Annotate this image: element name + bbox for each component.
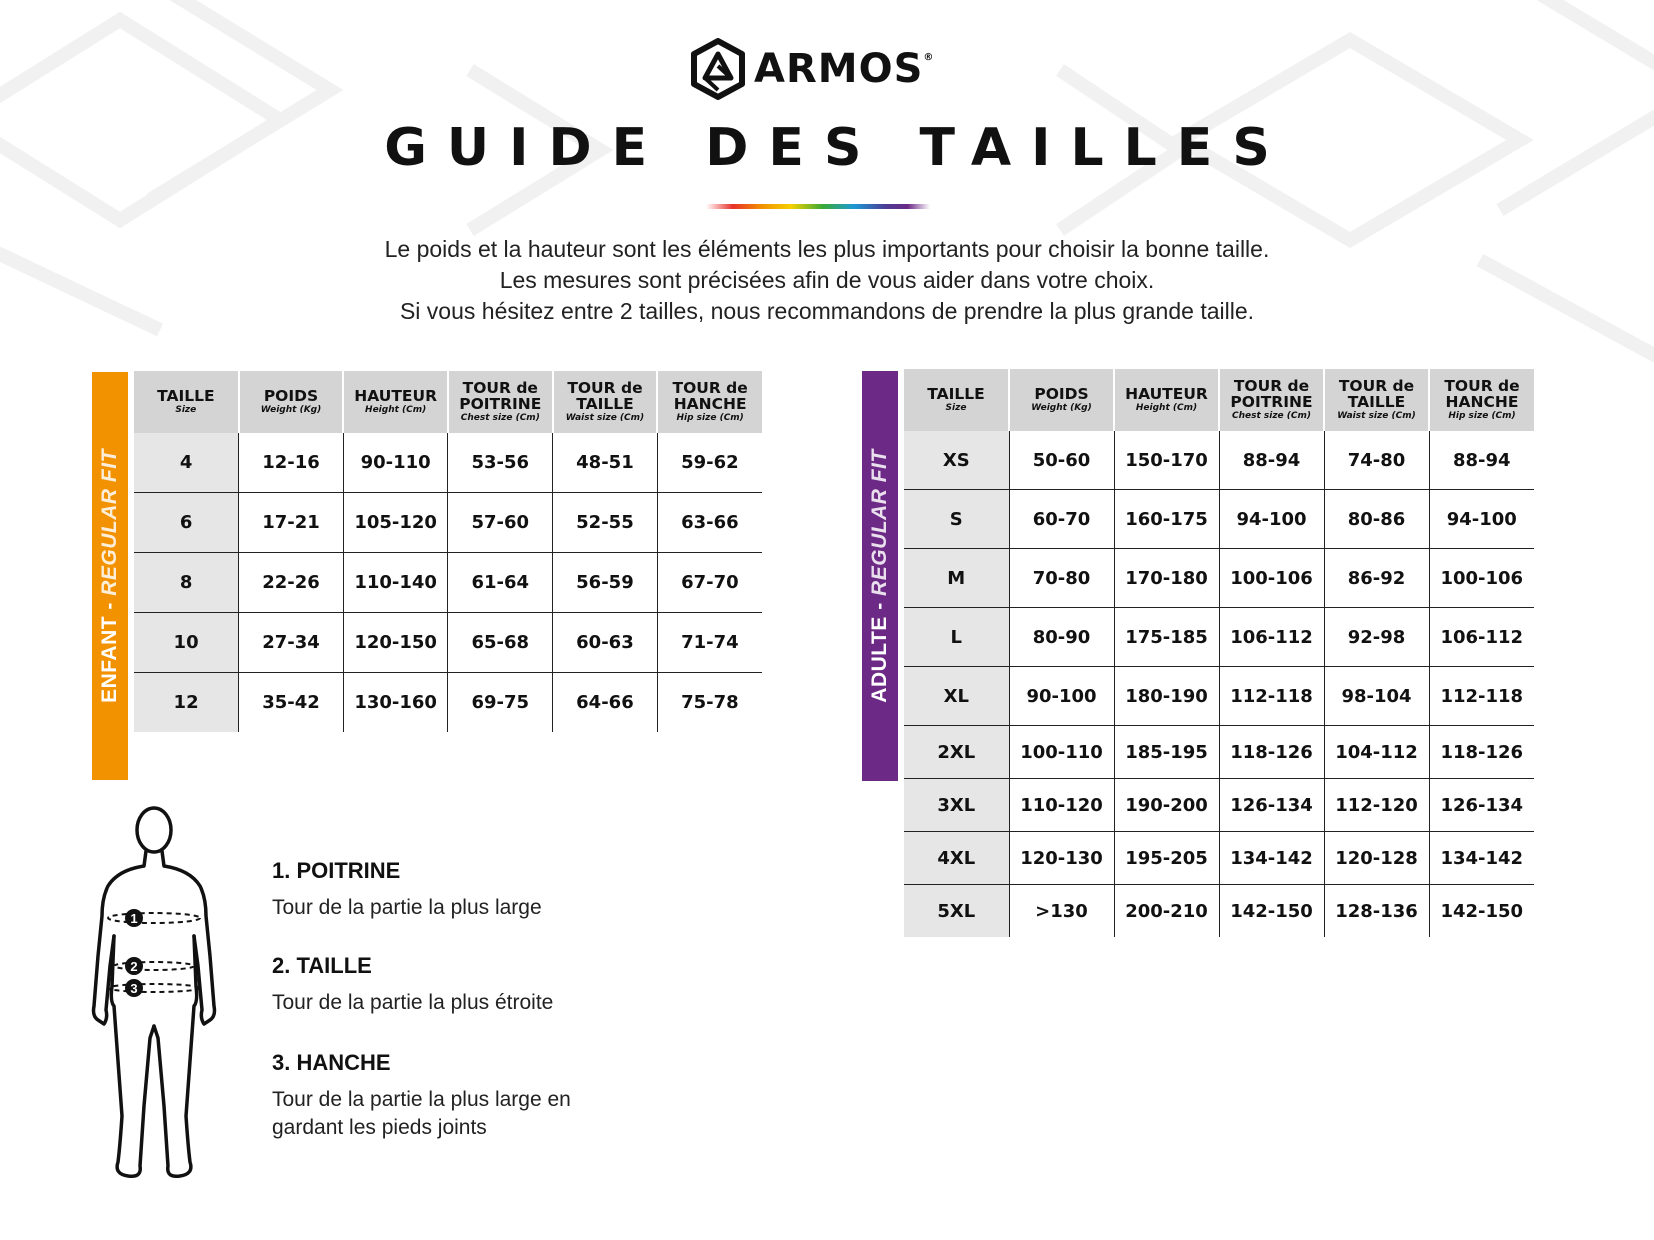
- value-cell: 118-126: [1219, 726, 1324, 779]
- size-cell: 4: [134, 433, 239, 493]
- table-row: [904, 726, 1534, 779]
- value-cell: 200-210: [1114, 885, 1219, 938]
- column-header-subtitle: Waist size (Cm): [565, 413, 645, 423]
- value-cell: 53-56: [448, 433, 553, 493]
- value-cell: 56-59: [553, 553, 658, 613]
- column-header: [448, 371, 553, 433]
- intro-line: Si vous hésitez entre 2 tailles, nous recommandons de prendre la plus grande taille.: [399, 298, 1255, 324]
- column-header-title: POIDS: [1034, 385, 1089, 403]
- value-cell: 48-51: [553, 433, 658, 493]
- value-cell: 190-200: [1114, 779, 1219, 832]
- size-cell: 5XL: [904, 885, 1009, 938]
- intro-text: [0, 234, 1654, 327]
- value-cell: 106-112: [1429, 608, 1534, 667]
- size-cell: 6: [134, 493, 239, 553]
- size-cell: L: [904, 608, 1009, 667]
- column-header: [343, 371, 448, 433]
- value-cell: 180-190: [1114, 667, 1219, 726]
- value-cell: 112-118: [1429, 667, 1534, 726]
- value-cell: 86-92: [1324, 549, 1429, 608]
- adult-section-tab: ADULTE - REGULAR FIT: [862, 371, 898, 781]
- adult-section-label: ADULTE: [868, 616, 891, 703]
- value-cell: 90-110: [343, 433, 448, 493]
- value-cell: 142-150: [1429, 885, 1534, 938]
- column-header-title: TOUR de: [1233, 377, 1310, 395]
- value-cell: 65-68: [448, 613, 553, 673]
- value-cell: 61-64: [448, 553, 553, 613]
- marker-waist: 2: [130, 959, 138, 974]
- value-cell: 170-180: [1114, 549, 1219, 608]
- column-header: [134, 371, 239, 433]
- value-cell: 134-142: [1219, 832, 1324, 885]
- column-header-title: TAILLE: [576, 395, 634, 413]
- value-cell: 175-185: [1114, 608, 1219, 667]
- column-header: [1219, 369, 1324, 431]
- brand-logo: [690, 38, 934, 100]
- column-header-title: TAILLE: [157, 387, 215, 405]
- value-cell: 100-110: [1009, 726, 1114, 779]
- value-cell: 74-80: [1324, 431, 1429, 490]
- value-cell: 195-205: [1114, 832, 1219, 885]
- column-header: [239, 371, 344, 433]
- column-header-subtitle: Size: [945, 403, 967, 413]
- value-cell: 104-112: [1324, 726, 1429, 779]
- intro-line: Les mesures sont précisées afin de vous aider dans votre choix.: [499, 267, 1155, 293]
- column-header-title: HANCHE: [1445, 393, 1519, 411]
- table-row: [134, 433, 762, 493]
- measure-hip: [272, 1050, 632, 1142]
- measure-description: Tour de la partie la plus large: [272, 896, 542, 919]
- column-header-subtitle: Hip size (Cm): [1448, 411, 1516, 421]
- column-header: [1324, 369, 1429, 431]
- rainbow-divider: [706, 204, 930, 209]
- column-header: [904, 369, 1009, 431]
- size-cell: M: [904, 549, 1009, 608]
- value-cell: 75-78: [657, 673, 762, 733]
- value-cell: 126-134: [1429, 779, 1534, 832]
- value-cell: 185-195: [1114, 726, 1219, 779]
- value-cell: 128-136: [1324, 885, 1429, 938]
- value-cell: 70-80: [1009, 549, 1114, 608]
- table-row: [904, 431, 1534, 490]
- value-cell: 150-170: [1114, 431, 1219, 490]
- page-title: GUIDE DES TAILLES: [384, 118, 1290, 178]
- column-header: [553, 371, 658, 433]
- measure-title: 3. HANCHE: [272, 1050, 391, 1075]
- value-cell: 88-94: [1219, 431, 1324, 490]
- column-header-title: POIDS: [263, 387, 319, 405]
- value-cell: 52-55: [553, 493, 658, 553]
- armos-hexagon-logo-icon: [690, 38, 746, 100]
- column-header-title: TAILLE: [1347, 393, 1406, 411]
- value-cell: 64-66: [553, 673, 658, 733]
- kid-section-tab: ENFANT - REGULAR FIT: [92, 372, 128, 780]
- column-header-subtitle: Height (Cm): [365, 405, 427, 415]
- column-header-title: HAUTEUR: [354, 387, 438, 405]
- value-cell: 120-150: [343, 613, 448, 673]
- value-cell: 112-120: [1324, 779, 1429, 832]
- value-cell: 110-140: [343, 553, 448, 613]
- value-cell: 59-62: [657, 433, 762, 493]
- column-header: [1009, 369, 1114, 431]
- table-row: [904, 779, 1534, 832]
- value-cell: 120-128: [1324, 832, 1429, 885]
- column-header-subtitle: Height (Cm): [1135, 403, 1198, 413]
- value-cell: 67-70: [657, 553, 762, 613]
- column-header-title: TOUR de: [462, 379, 538, 397]
- column-header: [1114, 369, 1219, 431]
- size-cell: 2XL: [904, 726, 1009, 779]
- kid-fit-label: REGULAR FIT: [98, 449, 121, 596]
- measure-description: Tour de la partie la plus large en gardant les pieds joints: [272, 1088, 571, 1139]
- value-cell: 105-120: [343, 493, 448, 553]
- value-cell: 35-42: [239, 673, 344, 733]
- value-cell: 69-75: [448, 673, 553, 733]
- value-cell: 60-70: [1009, 490, 1114, 549]
- value-cell: >130: [1009, 885, 1114, 938]
- size-cell: 10: [134, 613, 239, 673]
- table-row: [134, 673, 762, 733]
- value-cell: 17-21: [239, 493, 344, 553]
- value-cell: 142-150: [1219, 885, 1324, 938]
- value-cell: 134-142: [1429, 832, 1534, 885]
- column-header: [1429, 369, 1534, 431]
- table-row: [904, 667, 1534, 726]
- value-cell: 22-26: [239, 553, 344, 613]
- size-cell: 8: [134, 553, 239, 613]
- value-cell: 94-100: [1429, 490, 1534, 549]
- size-cell: S: [904, 490, 1009, 549]
- measure-description: Tour de la partie la plus étroite: [272, 991, 554, 1014]
- table-row: [904, 885, 1534, 938]
- value-cell: 12-16: [239, 433, 344, 493]
- column-header-subtitle: Hip size (Cm): [676, 413, 744, 423]
- measure-chest: [272, 858, 632, 922]
- value-cell: 118-126: [1429, 726, 1534, 779]
- column-header-subtitle: Waist size (Cm): [1337, 411, 1416, 421]
- value-cell: 90-100: [1009, 667, 1114, 726]
- value-cell: 80-90: [1009, 608, 1114, 667]
- column-header-title: TOUR de: [567, 379, 643, 397]
- size-cell: 4XL: [904, 832, 1009, 885]
- value-cell: 50-60: [1009, 431, 1114, 490]
- size-cell: XL: [904, 667, 1009, 726]
- value-cell: 130-160: [343, 673, 448, 733]
- table-row: [904, 490, 1534, 549]
- value-cell: 110-120: [1009, 779, 1114, 832]
- value-cell: 92-98: [1324, 608, 1429, 667]
- column-header-subtitle: Chest size (Cm): [460, 413, 540, 423]
- column-header-title: TOUR de: [672, 379, 748, 397]
- table-row: [904, 549, 1534, 608]
- intro-line: Le poids et la hauteur sont les éléments les plus importants pour choisir la bonne taille.: [384, 236, 1270, 262]
- value-cell: 71-74: [657, 613, 762, 673]
- size-cell: 12: [134, 673, 239, 733]
- size-cell: XS: [904, 431, 1009, 490]
- value-cell: 60-63: [553, 613, 658, 673]
- column-header-title: HANCHE: [673, 395, 747, 413]
- brand-name: ARMOS®: [754, 46, 935, 92]
- body-outline-icon: [88, 806, 228, 1184]
- column-header-subtitle: Size: [175, 405, 197, 415]
- value-cell: 94-100: [1219, 490, 1324, 549]
- value-cell: 98-104: [1324, 667, 1429, 726]
- value-cell: 120-130: [1009, 832, 1114, 885]
- value-cell: 160-175: [1114, 490, 1219, 549]
- marker-hip: 3: [130, 981, 138, 996]
- measure-title: 2. TAILLE: [272, 953, 372, 978]
- value-cell: 80-86: [1324, 490, 1429, 549]
- adult-size-table: [904, 369, 1534, 937]
- column-header-title: POITRINE: [1230, 393, 1313, 411]
- table-row: [904, 608, 1534, 667]
- value-cell: 88-94: [1429, 431, 1534, 490]
- value-cell: 63-66: [657, 493, 762, 553]
- value-cell: 126-134: [1219, 779, 1324, 832]
- column-header-title: POITRINE: [459, 395, 542, 413]
- table-row: [134, 493, 762, 553]
- value-cell: 57-60: [448, 493, 553, 553]
- value-cell: 100-106: [1219, 549, 1324, 608]
- table-row: [134, 553, 762, 613]
- marker-chest: 1: [130, 911, 138, 926]
- column-header-subtitle: Weight (Kg): [1031, 403, 1092, 413]
- value-cell: 106-112: [1219, 608, 1324, 667]
- value-cell: 27-34: [239, 613, 344, 673]
- column-header-title: HAUTEUR: [1125, 385, 1208, 403]
- measure-title: 1. POITRINE: [272, 858, 401, 883]
- kid-section-label: ENFANT: [98, 615, 121, 703]
- table-row: [904, 832, 1534, 885]
- column-header-subtitle: Weight (Kg): [260, 405, 322, 415]
- adult-fit-label: REGULAR FIT: [868, 449, 891, 596]
- column-header-title: TOUR de: [1444, 377, 1520, 395]
- value-cell: 100-106: [1429, 549, 1534, 608]
- column-header: [657, 371, 762, 433]
- table-row: [134, 613, 762, 673]
- size-cell: 3XL: [904, 779, 1009, 832]
- value-cell: 112-118: [1219, 667, 1324, 726]
- column-header-subtitle: Chest size (Cm): [1231, 411, 1312, 421]
- kid-size-table: [134, 371, 762, 732]
- measure-waist: [272, 953, 632, 1017]
- column-header-title: TAILLE: [927, 385, 985, 403]
- column-header-title: TOUR de: [1338, 377, 1415, 395]
